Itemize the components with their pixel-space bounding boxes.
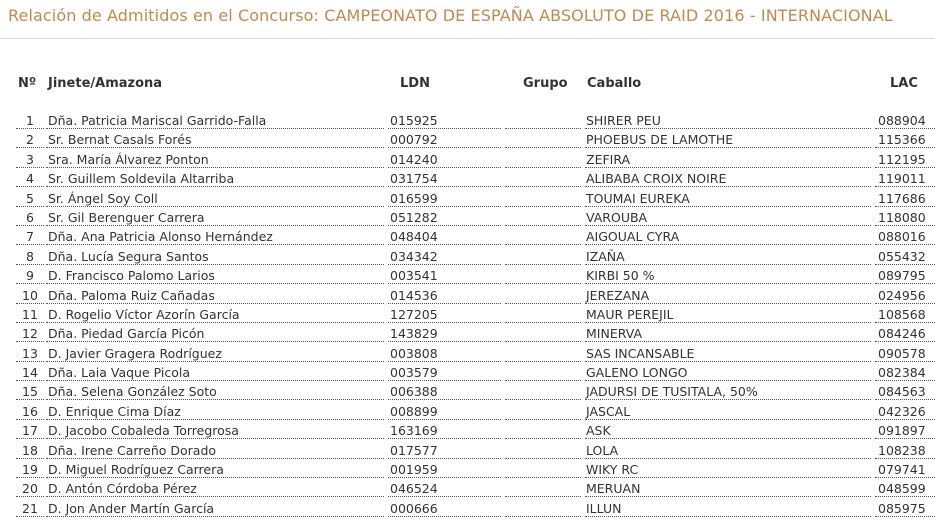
table-row [0,112,935,131]
rider-group [505,364,581,381]
horse-lac: 089795 [875,267,935,284]
page-title: Relación de Admitidos en el Concurso: CAMPEONATO DE ESPAÑA ABSOLUTO DE RAID 2016 - INTERNACIONAL [8,6,893,25]
horse-lac: 088904 [875,112,935,129]
row-number: 2 [16,131,44,148]
rider-ldn: 163169 [388,422,501,439]
horse-name: PHOEBUS DE LAMOTHE [585,131,871,148]
rider-group [505,267,581,284]
horse-lac: 119011 [875,170,935,187]
header-lac: LAC [890,76,918,91]
header-ldn: LDN [400,76,430,91]
rider-group [505,190,581,207]
rider-ldn: 046524 [388,480,501,497]
horse-name: IZAÑA [585,248,871,265]
rider-ldn: 031754 [388,170,501,187]
rider-group [505,461,581,478]
row-number: 11 [16,306,44,323]
table-row [0,500,935,519]
horse-lac: 117686 [875,190,935,207]
rider-group [505,151,581,168]
horse-lac: 091897 [875,422,935,439]
table-row [0,306,935,325]
rider-ldn: 143829 [388,325,501,342]
row-number: 13 [16,345,44,362]
rider-ldn: 006388 [388,383,501,400]
rider-group [505,422,581,439]
table-row [0,287,935,306]
horse-lac: 084246 [875,325,935,342]
row-number: 7 [16,228,44,245]
table-row [0,209,935,228]
horse-name: MINERVA [585,325,871,342]
rider-name: D. Jon Ander Martín García [46,500,384,517]
table-row [0,442,935,461]
table-row [0,461,935,480]
rider-group [505,228,581,245]
horse-lac: 112195 [875,151,935,168]
row-number: 6 [16,209,44,226]
rider-ldn: 127205 [388,306,501,323]
rider-name: Dña. Laia Vaque Picola [46,364,384,381]
horse-name: AIGOUAL CYRA [585,228,871,245]
horse-name: ASK [585,422,871,439]
horse-lac: 084563 [875,383,935,400]
row-number: 3 [16,151,44,168]
table-row [0,248,935,267]
horse-lac: 048599 [875,480,935,497]
table-row [0,267,935,286]
table-row [0,325,935,344]
horse-name: MERUAN [585,480,871,497]
rider-name: Dña. Ana Patricia Alonso Hernández [46,228,384,245]
row-number: 4 [16,170,44,187]
rider-ldn: 034342 [388,248,501,265]
rider-ldn: 003808 [388,345,501,362]
table-row [0,131,935,150]
rider-group [505,383,581,400]
rider-name: D. Javier Gragera Rodríguez [46,345,384,362]
rider-ldn: 014240 [388,151,501,168]
horse-name: WIKY RC [585,461,871,478]
rider-ldn: 051282 [388,209,501,226]
rider-name: D. Antón Córdoba Pérez [46,480,384,497]
horse-name: MAUR PEREJIL [585,306,871,323]
horse-lac: 085975 [875,500,935,517]
rider-group [505,480,581,497]
rider-name: Dña. Paloma Ruiz Cañadas [46,287,384,304]
horse-lac: 088016 [875,228,935,245]
horse-lac: 090578 [875,345,935,362]
rider-group [505,345,581,362]
rider-ldn: 008899 [388,403,501,420]
horse-lac: 108238 [875,442,935,459]
horse-lac: 115366 [875,131,935,148]
rider-name: D. Enrique Cima Díaz [46,403,384,420]
horse-name: SHIRER PEU [585,112,871,129]
row-number: 16 [16,403,44,420]
header-group: Grupo [523,76,568,91]
horse-name: KIRBI 50 % [585,267,871,284]
horse-lac: 042326 [875,403,935,420]
rider-ldn: 003541 [388,267,501,284]
table-row [0,190,935,209]
rider-group [505,248,581,265]
row-number: 5 [16,190,44,207]
horse-name: GALENO LONGO [585,364,871,381]
table-row [0,345,935,364]
admitted-table-body [0,112,935,519]
rider-ldn: 014536 [388,287,501,304]
table-row [0,228,935,247]
row-number: 19 [16,461,44,478]
table-row [0,403,935,422]
rider-ldn: 000666 [388,500,501,517]
header-rider: Jinete/Amazona [48,76,163,91]
row-number: 8 [16,248,44,265]
horse-name: TOUMAI EUREKA [585,190,871,207]
row-number: 12 [16,325,44,342]
header-num: Nº [18,76,37,91]
rider-group [505,112,581,129]
table-row [0,422,935,441]
rider-group [505,170,581,187]
table-row [0,364,935,383]
rider-name: Sra. María Álvarez Ponton [46,151,384,168]
rider-name: Dña. Piedad García Picón [46,325,384,342]
rider-name: Dña. Lucía Segura Santos [46,248,384,265]
rider-group [505,442,581,459]
horse-name: ALIBABA CROIX NOIRE [585,170,871,187]
rider-group [505,306,581,323]
horse-name: JEREZANA [585,287,871,304]
table-row [0,170,935,189]
horse-lac: 024956 [875,287,935,304]
rider-group [505,131,581,148]
rider-name: Dña. Selena González Soto [46,383,384,400]
horse-lac: 108568 [875,306,935,323]
rider-ldn: 003579 [388,364,501,381]
rider-name: Sr. Ángel Soy Coll [46,190,384,207]
rider-name: D. Miguel Rodríguez Carrera [46,461,384,478]
horse-lac: 118080 [875,209,935,226]
row-number: 15 [16,383,44,400]
table-row [0,151,935,170]
rider-name: D. Jacobo Cobaleda Torregrosa [46,422,384,439]
rider-ldn: 015925 [388,112,501,129]
rider-ldn: 016599 [388,190,501,207]
rider-name: D. Francisco Palomo Larios [46,267,384,284]
horse-name: ZEFIRA [585,151,871,168]
row-number: 9 [16,267,44,284]
rider-ldn: 000792 [388,131,501,148]
table-row [0,480,935,499]
horse-lac: 079741 [875,461,935,478]
rider-group [505,403,581,420]
row-number: 10 [16,287,44,304]
horse-lac: 082384 [875,364,935,381]
horse-name: JADURSI DE TUSITALA, 50% [585,383,871,400]
row-number: 1 [16,112,44,129]
rider-name: Sr. Bernat Casals Forés [46,131,384,148]
title-divider [0,38,935,39]
row-number: 18 [16,442,44,459]
horse-name: VAROUBA [585,209,871,226]
rider-group [505,500,581,517]
row-number: 17 [16,422,44,439]
rider-ldn: 001959 [388,461,501,478]
horse-name: JASCAL [585,403,871,420]
horse-name: SAS INCANSABLE [585,345,871,362]
rider-name: Sr. Guillem Soldevila Altarriba [46,170,384,187]
rider-group [505,209,581,226]
header-horse: Caballo [587,76,642,91]
rider-ldn: 048404 [388,228,501,245]
rider-name: Dña. Irene Carreño Dorado [46,442,384,459]
rider-name: Dña. Patricia Mariscal Garrido-Falla [46,112,384,129]
horse-name: ILLUN [585,500,871,517]
rider-name: D. Rogelio Víctor Azorín García [46,306,384,323]
rider-name: Sr. Gil Berenguer Carrera [46,209,384,226]
horse-lac: 055432 [875,248,935,265]
row-number: 21 [16,500,44,517]
rider-group [505,287,581,304]
table-row [0,383,935,402]
horse-name: LOLA [585,442,871,459]
rider-group [505,325,581,342]
row-number: 20 [16,480,44,497]
rider-ldn: 017577 [388,442,501,459]
row-number: 14 [16,364,44,381]
